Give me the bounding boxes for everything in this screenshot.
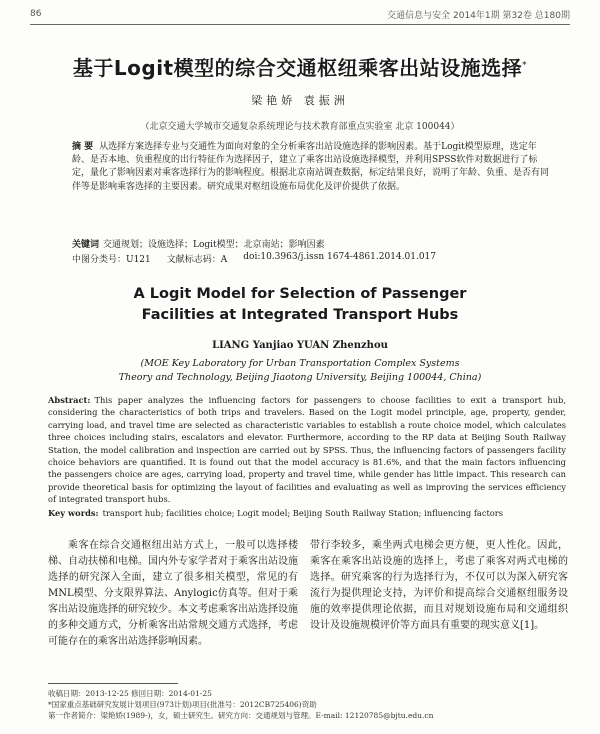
affiliation-cn: （北京交通大学城市交通复杂系统理论与技术教育部重点实验室 北京 100044） bbox=[140, 122, 460, 132]
title-en-line-1: A Logit Model for Selection of Passenger bbox=[133, 286, 467, 302]
title-cn-footnote-mark: * bbox=[522, 60, 528, 71]
keywords-en-text: transport hub; facilities choice; Logit model; Beijing South Railway Station; influencing factors bbox=[102, 508, 504, 518]
body-column-left bbox=[48, 538, 298, 650]
header-rule bbox=[30, 24, 570, 25]
classification-codes bbox=[72, 252, 552, 265]
abstract-cn-label: 摘 要 bbox=[72, 142, 94, 152]
footnote-dates: 收稿日期：2013-12-25 修回日期：2014-01-25 bbox=[48, 689, 212, 698]
affiliation-en-line-1: (MOE Key Laboratory for Urban Transportation Complex Systems bbox=[140, 358, 460, 369]
footnote-rule bbox=[48, 683, 178, 684]
body-paragraph-right: 带行李较多，乘坐两式电梯会更方便，更人性化。因此，乘客在乘客出站设施的选择上，考虑了乘客对两式电梯的选择。研究乘客的行为选择行为，不仅可以为深入研究客流行为提供理论支持，为评价和提高综合交通枢纽服务设施的效率提供理论依据，而且对规划设施布局和交通组织设计及设施规模评价等方面具有重要的现实意义[1]。 bbox=[310, 540, 568, 631]
affiliation-en bbox=[0, 357, 600, 385]
authors-en: LIANG Yanjiao YUAN Zhenzhou bbox=[212, 340, 388, 351]
title-cn-text: 基于Logit模型的综合交通枢纽乘客出站设施选择 bbox=[72, 56, 523, 80]
keywords-cn bbox=[72, 237, 552, 250]
abstract-en-label: Abstract: bbox=[48, 395, 91, 405]
keywords-en-label: Key words: bbox=[48, 508, 99, 518]
document-code: 文献标志码：A bbox=[166, 255, 228, 265]
keywords-cn-label: 关键词 bbox=[72, 240, 100, 250]
journal-info: 交通信息与安全 2014年1期 第32卷 总180期 bbox=[387, 10, 570, 21]
abstract-en-text: This paper analyzes the influencing factors for passengers to choose facilities to exit a transport hub, considering the characteristics of both trips and travelers. Based on the Logit model principle, age, property, gender, carrying load, and travel time are selected as characteristic variables to establish a route choice model, which calculates three choices including stairs, escalators and elevator. Furthermore, according to the RP data at Beijing South Railway Station, the model calibration and inspection are carried out by SPSS. Thus, the influencing factors of passengers facility choice behaviors are quantified. It is found out that the model accuracy is 81.6%, and that the main factors influencing the passengers choice are ages, carrying load, property and travel time, while gender has little impact. This research can provide theoretical basis for optimizing the layout of facilities and evaluating as well as improving the services efficiency of integrated transport hubs. bbox=[48, 395, 566, 505]
authors-cn: 梁艳娇 袁振洲 bbox=[251, 94, 349, 107]
clc-code: 中图分类号：U121 bbox=[72, 255, 151, 265]
running-header bbox=[30, 6, 570, 22]
title-en bbox=[0, 284, 600, 326]
abstract-cn-text: 从选择方案选择专业与交通性为面向对象的全分析乘客出站设施选择的影响因素。基于Logit模型原理，选定年龄、是否本地、负重程度的出行特征作为选择因子，建立了乘客出站设施选择模型，并利用SPSS软件对数据进行了标定，量化了影响因素对乘客选择行为的影响程度。根据北京南站调查数据，标定结果良好，说明了年龄、负重、是否有同伴等是影响乘客选择的主要因素。研究成果对枢纽设施布局优化及评价提供了依据。 bbox=[72, 142, 550, 192]
doi: doi:10.3963/j.issn 1674-4861.2014.01.017 bbox=[243, 252, 436, 262]
footnote-fund: *国家重点基础研究发展计划项目(973计划)项目(批准号：2012CB725406)资助 bbox=[48, 700, 317, 709]
body-column-right bbox=[310, 538, 568, 634]
title-cn bbox=[0, 52, 600, 81]
page-number: 86 bbox=[30, 9, 42, 19]
title-en-line-2: Facilities at Integrated Transport Hubs bbox=[141, 307, 459, 323]
abstract-en bbox=[48, 394, 566, 506]
keywords-en bbox=[48, 508, 566, 518]
body-paragraph-left: 乘客在综合交通枢纽出站方式上，一般可以选择楼梯、自动扶梯和电梯。国内外专家学者对于乘客出站设施选择的研究深入全面，建立了很多相关模型，常见的有MNL模型、分支限界算法、Anylogic仿真等。但对于乘客出站设施选择的研究较少。本文考虑乘客出站选择设施的多种交通方式，分析乘客出站常规交通方式选择，考虑可能存在的乘客出站选择影响因素。 bbox=[48, 540, 298, 647]
footnote-author-bio: 第一作者简介：梁艳娇(1989-)，女，硕士研究生。研究方向：交通规划与管理。E-mail: 12120785@bjtu.edu.cn bbox=[48, 711, 434, 720]
affiliation-en-line-2: Theory and Technology, Beijing Jiaotong University, Beijing 100044, China) bbox=[118, 372, 482, 383]
keywords-cn-text: 交通规划；设施选择；Logit模型；北京南站；影响因素 bbox=[103, 240, 325, 250]
abstract-cn bbox=[72, 141, 552, 194]
footnotes bbox=[48, 688, 566, 721]
